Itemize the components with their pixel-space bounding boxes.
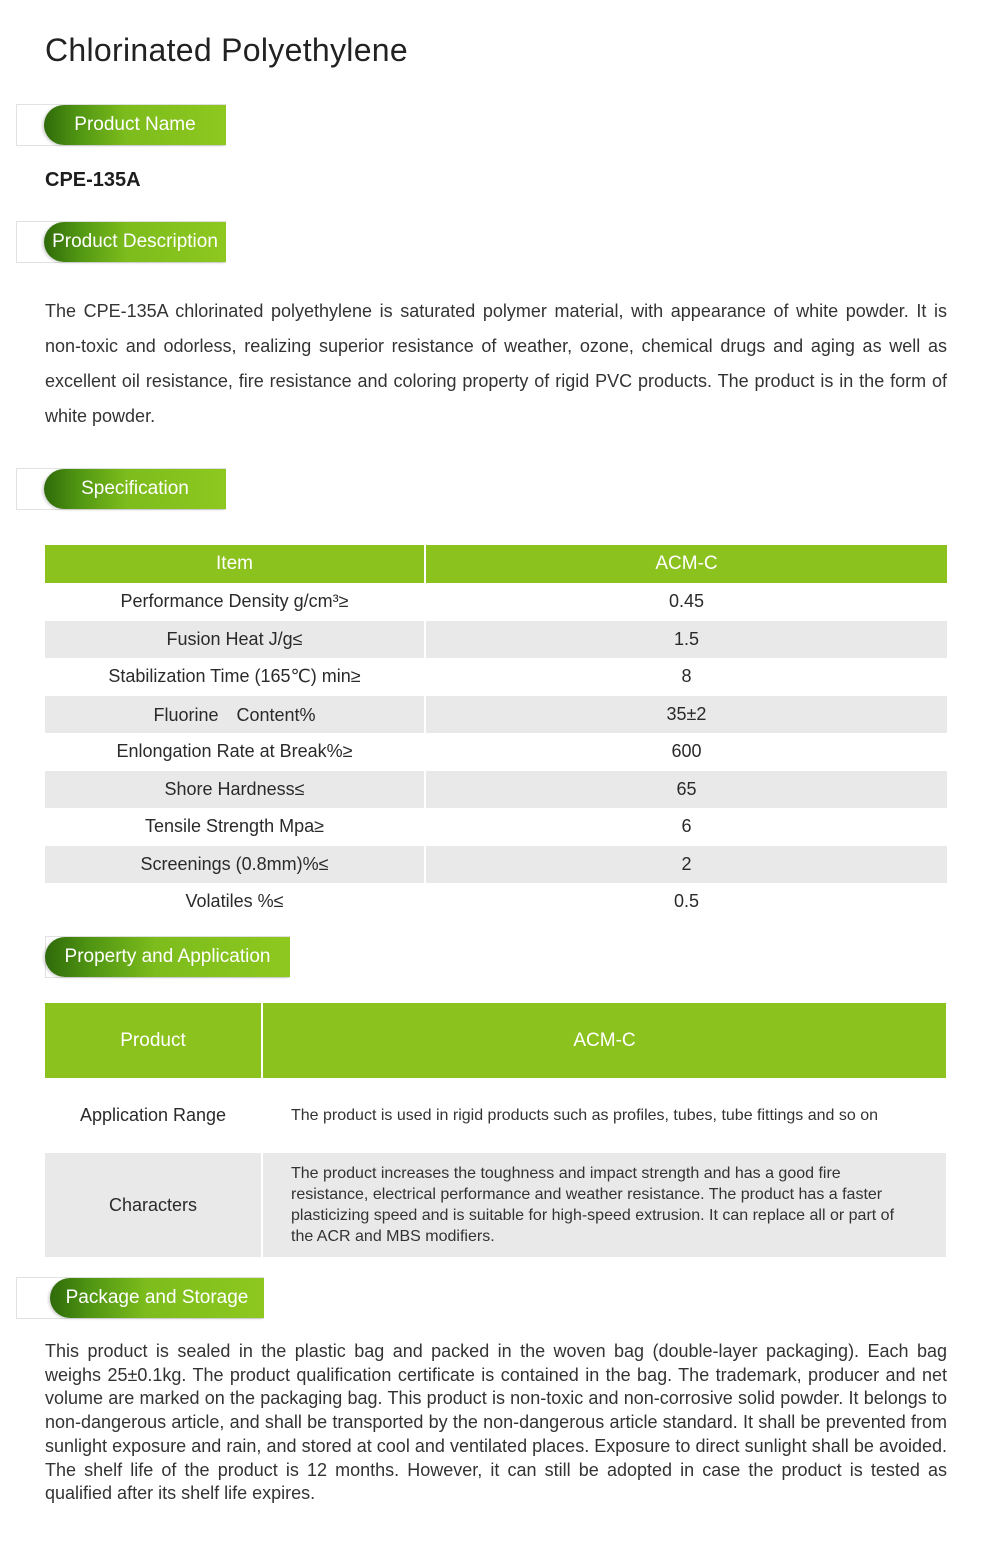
spec-item-label: Shore Hardness≤ <box>45 771 426 809</box>
table-row <box>45 846 947 884</box>
spec-item-label: Fluorine Content% <box>45 696 426 734</box>
section-header-product-description <box>16 221 226 263</box>
table-row <box>45 1153 946 1257</box>
spec-item-value: 35±2 <box>666 703 707 724</box>
page-title: Chlorinated Polyethylene <box>45 32 408 68</box>
section-header-specification <box>16 468 226 510</box>
spec-item-label: Screenings (0.8mm)%≤ <box>45 846 426 884</box>
spec-item-label: Fusion Heat J/g≤ <box>45 621 426 659</box>
app-header-grade: ACM-C <box>573 1029 636 1051</box>
spec-item-value: 0.5 <box>673 891 700 912</box>
product-code: CPE-135A <box>45 169 141 191</box>
table-row <box>45 771 947 809</box>
section-label-package-storage: Package and Storage <box>50 1278 264 1318</box>
spec-header-grade: ACM-C <box>655 553 718 574</box>
section-header-package-storage <box>16 1277 264 1319</box>
section-header-product-name <box>16 104 226 146</box>
table-row <box>45 808 947 846</box>
table-row <box>45 621 947 659</box>
spec-item-value: 0.45 <box>668 591 705 612</box>
spec-item-value: 600 <box>671 741 702 762</box>
table-row <box>45 1078 946 1153</box>
section-header-property-application <box>45 936 290 978</box>
spec-header-item: Item <box>45 545 426 583</box>
package-storage-text: This product is sealed in the plastic bag and packed in the woven bag (double-layer packaging). Each bag weighs 25±0.1kg. The product qualification certificate is contained in the bag. The trademark, producer and net volume are marked on the packaging bag. This product is non-toxic and non-corrosive solid powder. It belongs to non-dangerous article, and shall be transported by the non-dangerous article standard. It shall be prevented from sunlight exposure and rain, and stored at cool and ventilated places. Exposure to direct sunlight shall be avoided. The shelf life of the product is 12 months. However, it can still be adopted in case the product is tested as qualified after its shelf life expires. <box>45 1341 947 1504</box>
app-table-header <box>45 1003 946 1078</box>
section-label-property-application: Property and Application <box>45 937 290 977</box>
table-row <box>45 733 947 771</box>
spec-item-value: 2 <box>681 853 692 874</box>
table-row <box>45 658 947 696</box>
spec-item-value: 65 <box>676 778 697 799</box>
app-row-label: Application Range <box>45 1078 263 1153</box>
spec-item-value: 8 <box>681 666 692 687</box>
section-label-product-description: Product Description <box>44 222 226 262</box>
spec-item-label: Tensile Strength Mpa≥ <box>45 808 426 846</box>
spec-item-label: Stabilization Time (165℃) min≥ <box>45 658 426 696</box>
table-row <box>45 696 947 734</box>
section-label-product-name: Product Name <box>44 105 226 145</box>
specification-table <box>45 545 947 921</box>
app-row-text: The product increases the toughness and impact strength and has a good fire resistance, electrical performance and weather resistance. The product has a faster plasticizing speed and is suitable for high-speed extrusion. It can replace all or part of the ACR and MBS modifiers. <box>291 1165 895 1245</box>
spec-item-label: Enlongation Rate at Break%≥ <box>45 733 426 771</box>
app-row-label: Characters <box>45 1153 263 1257</box>
table-row <box>45 883 947 921</box>
spec-item-value: 6 <box>681 816 692 837</box>
section-label-specification: Specification <box>44 469 226 509</box>
spec-item-label: Volatiles %≤ <box>45 883 426 921</box>
spec-item-label: Performance Density g/cm³≥ <box>45 583 426 621</box>
product-description-text: The CPE-135A chlorinated polyethylene is saturated polymer material, with appearance of white powder. It is non-toxic and odorless, realizing superior resistance of weather, ozone, chemical drugs and aging as well as excellent oil resistance, fire resistance and coloring property of rigid PVC products. The product is in the form of white powder. <box>45 301 947 426</box>
spec-item-value: 1.5 <box>673 628 700 649</box>
application-table <box>45 1003 946 1257</box>
app-row-text: The product is used in rigid products such as profiles, tubes, tube fittings and so on <box>291 1107 878 1124</box>
spec-table-header <box>45 545 947 583</box>
app-header-product: Product <box>45 1003 263 1078</box>
table-row <box>45 583 947 621</box>
